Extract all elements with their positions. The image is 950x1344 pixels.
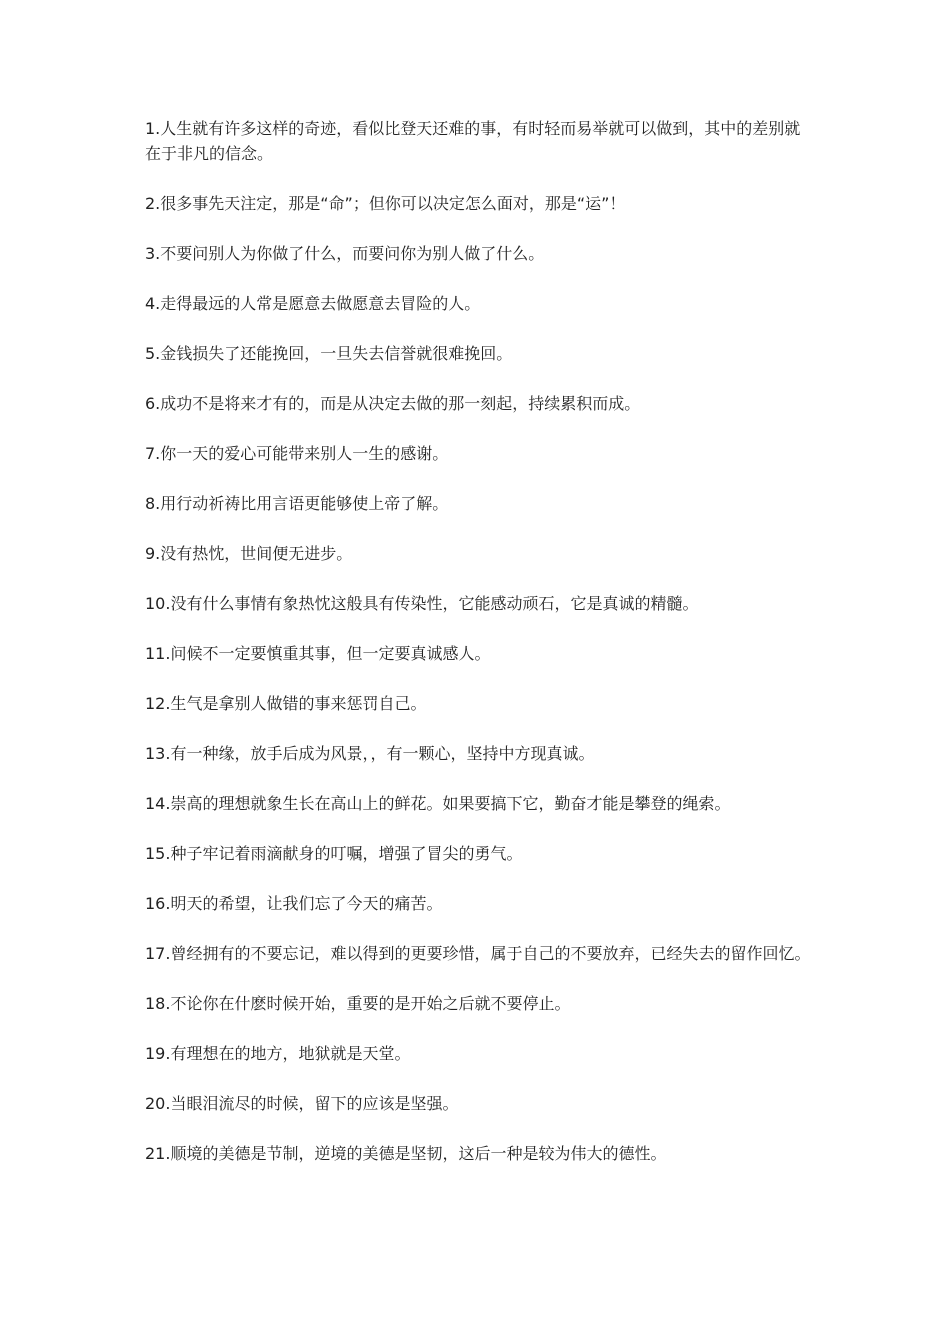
quote-item-5: 5.金钱损失了还能挽回，一旦失去信誉就很难挽回。 <box>145 344 513 363</box>
quote-item-8: 8.用行动祈祷比用言语更能够使上帝了解。 <box>145 494 449 513</box>
quote-item-19: 19.有理想在的地方，地狱就是天堂。 <box>145 1044 411 1063</box>
quote-item-12: 12.生气是拿别人做错的事来惩罚自己。 <box>145 694 427 713</box>
quote-list <box>145 116 811 1191</box>
quote-item-13: 13.有一种缘，放手后成为风景，，有一颗心，坚持中方现真诚。 <box>145 744 595 763</box>
quote-item-11: 11.问候不一定要慎重其事，但一定要真诚感人。 <box>145 644 491 663</box>
quote-item-1: 1.人生就有许多这样的奇迹，看似比登天还难的事，有时轻而易举就可以做到，其中的差别就在于非凡的信念。 <box>145 119 801 163</box>
quote-item-2: 2.很多事先天注定，那是“命”；但你可以决定怎么面对，那是“运”！ <box>145 194 626 213</box>
quote-item-18: 18.不论你在什麽时候开始，重要的是开始之后就不要停止。 <box>145 994 571 1013</box>
quote-item-6: 6.成功不是将来才有的，而是从决定去做的那一刻起，持续累积而成。 <box>145 394 641 413</box>
quote-item-4: 4.走得最远的人常是愿意去做愿意去冒险的人。 <box>145 294 481 313</box>
quote-item-20: 20.当眼泪流尽的时候，留下的应该是坚强。 <box>145 1094 459 1113</box>
quote-item-10: 10.没有什么事情有象热忱这般具有传染性，它能感动顽石，它是真诚的精髓。 <box>145 594 699 613</box>
quote-item-17: 17.曾经拥有的不要忘记，难以得到的更要珍惜，属于自己的不要放弃，已经失去的留作回忆。 <box>145 944 811 963</box>
quote-item-3: 3.不要问别人为你做了什么，而要问你为别人做了什么。 <box>145 244 545 263</box>
quote-item-7: 7.你一天的爱心可能带来别人一生的感谢。 <box>145 444 449 463</box>
quote-item-9: 9.没有热忱，世间便无进步。 <box>145 544 353 563</box>
quote-item-21: 21.顺境的美德是节制，逆境的美德是坚韧，这后一种是较为伟大的德性。 <box>145 1144 667 1163</box>
quote-item-14: 14.崇高的理想就象生长在高山上的鲜花。如果要搞下它，勤奋才能是攀登的绳索。 <box>145 794 731 813</box>
quote-item-15: 15.种子牢记着雨滴献身的叮嘱，增强了冒尖的勇气。 <box>145 844 523 863</box>
quote-item-16: 16.明天的希望，让我们忘了今天的痛苦。 <box>145 894 443 913</box>
